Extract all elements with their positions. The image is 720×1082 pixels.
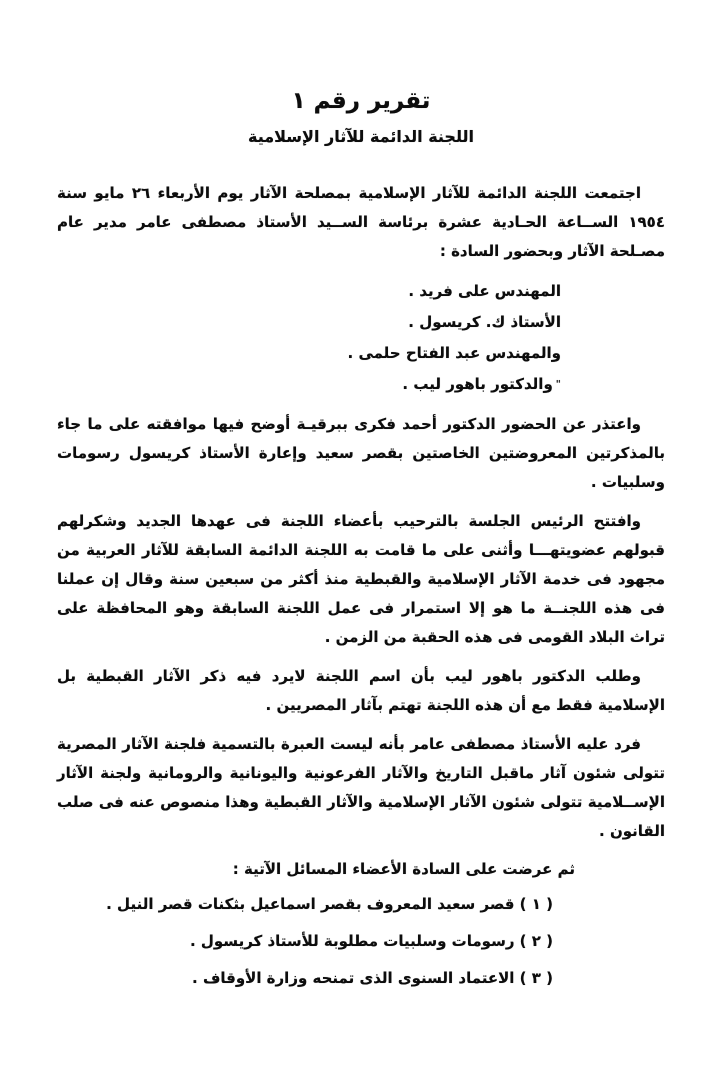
agenda-item: ( ٣ ) الاعتماد السنوى الذى تمنحه وزارة الأوقاف . <box>192 969 553 987</box>
attendee-name-text: والدكتور باهور ليب . <box>402 375 553 393</box>
paragraph-fikry-apology: واعتذر عن الحضور الدكتور أحمد فكرى ببرقيـة أوضح فيها موافقته على ما جاء بالمذكرتين المعروضتين الخاصتين بقصر سعيد وإعارة الأستاذ كريسول رسومات وسلبيات . <box>57 415 665 491</box>
stray-scan-mark: " <box>555 379 561 390</box>
attendees-list <box>57 276 665 400</box>
paragraph-labib-request: وطلب الدكتور باهور ليب بأن اسم اللجنة لايرد فيه ذكر الآثار القبطية بل الإسلامية فقط مع أن هذه اللجنة تهتم بآثار المصريين . <box>57 667 665 714</box>
paragraph-chairman-opening: وافتتح الرئيس الجلسة بالترحيب بأعضاء اللجنة فى عهدها الجديد وشكرلهم قبولهم عضويتهـــا وأثنى على ما قامت به اللجنة الدائمة السابقة للآثار العربية من مجهود فى خدمة الآثار الإسلامية والقبطية منذ أكثر من سبعين سنة وقال إن عملنا فى هذه اللجنــة ما هو إلا استمرار فى عمل اللجنة السابقة وهو المحافظة على تراث البلاد القومى فى هذه الحقبة من الزمن . <box>57 512 665 646</box>
report-title: تقرير رقم ١ <box>291 88 431 114</box>
agenda-item: ( ٢ ) رسومات وسلبيات مطلوبة للأستاذ كريسول . <box>189 932 553 950</box>
committee-name-heading: اللجنة الدائمة للآثار الإسلامية <box>248 127 474 146</box>
paragraph-amer-reply: فرد عليه الأستاذ مصطفى عامر بأنه ليست العبرة بالتسمية فلجنة الآثار المصرية تتولى شئون آثار ماقبل التاريخ والآثار الفرعونية واليونانية والرومانية ولجنة الآثار الإســلامية تتولى شئون الآثار الإسلامية والآثار القبطية وهذا منصوص عنه فى صلب القانون . <box>57 735 665 840</box>
agenda-intro-line: ثم عرضت على السادة الأعضاء المسائل الآتية : <box>232 860 575 878</box>
paragraph-meeting-opening: اجتمعت اللجنة الدائمة للآثار الإسلامية بمصلحة الآثار يوم الأربعاء ٢٦ مايو سنة ١٩٥٤ الســاعة الحـادية عشرة برئاسة الســيد الأستاذ مصطفى عامر مدير عام مصـلحة الآثار وبحضور السادة : <box>57 184 665 260</box>
attendee-name: المهندس على فريد . <box>408 282 561 300</box>
agenda-items-list <box>57 886 665 997</box>
agenda-item: ( ١ ) قصر سعيد المعروف بقصر اسماعيل بثكنات قصر النيل . <box>106 895 553 913</box>
attendee-name: والمهندس عبد الفتاح حلمى . <box>347 344 561 362</box>
attendee-name <box>57 369 561 400</box>
attendee-name: الأستاذ ك. كريسول . <box>408 313 561 331</box>
